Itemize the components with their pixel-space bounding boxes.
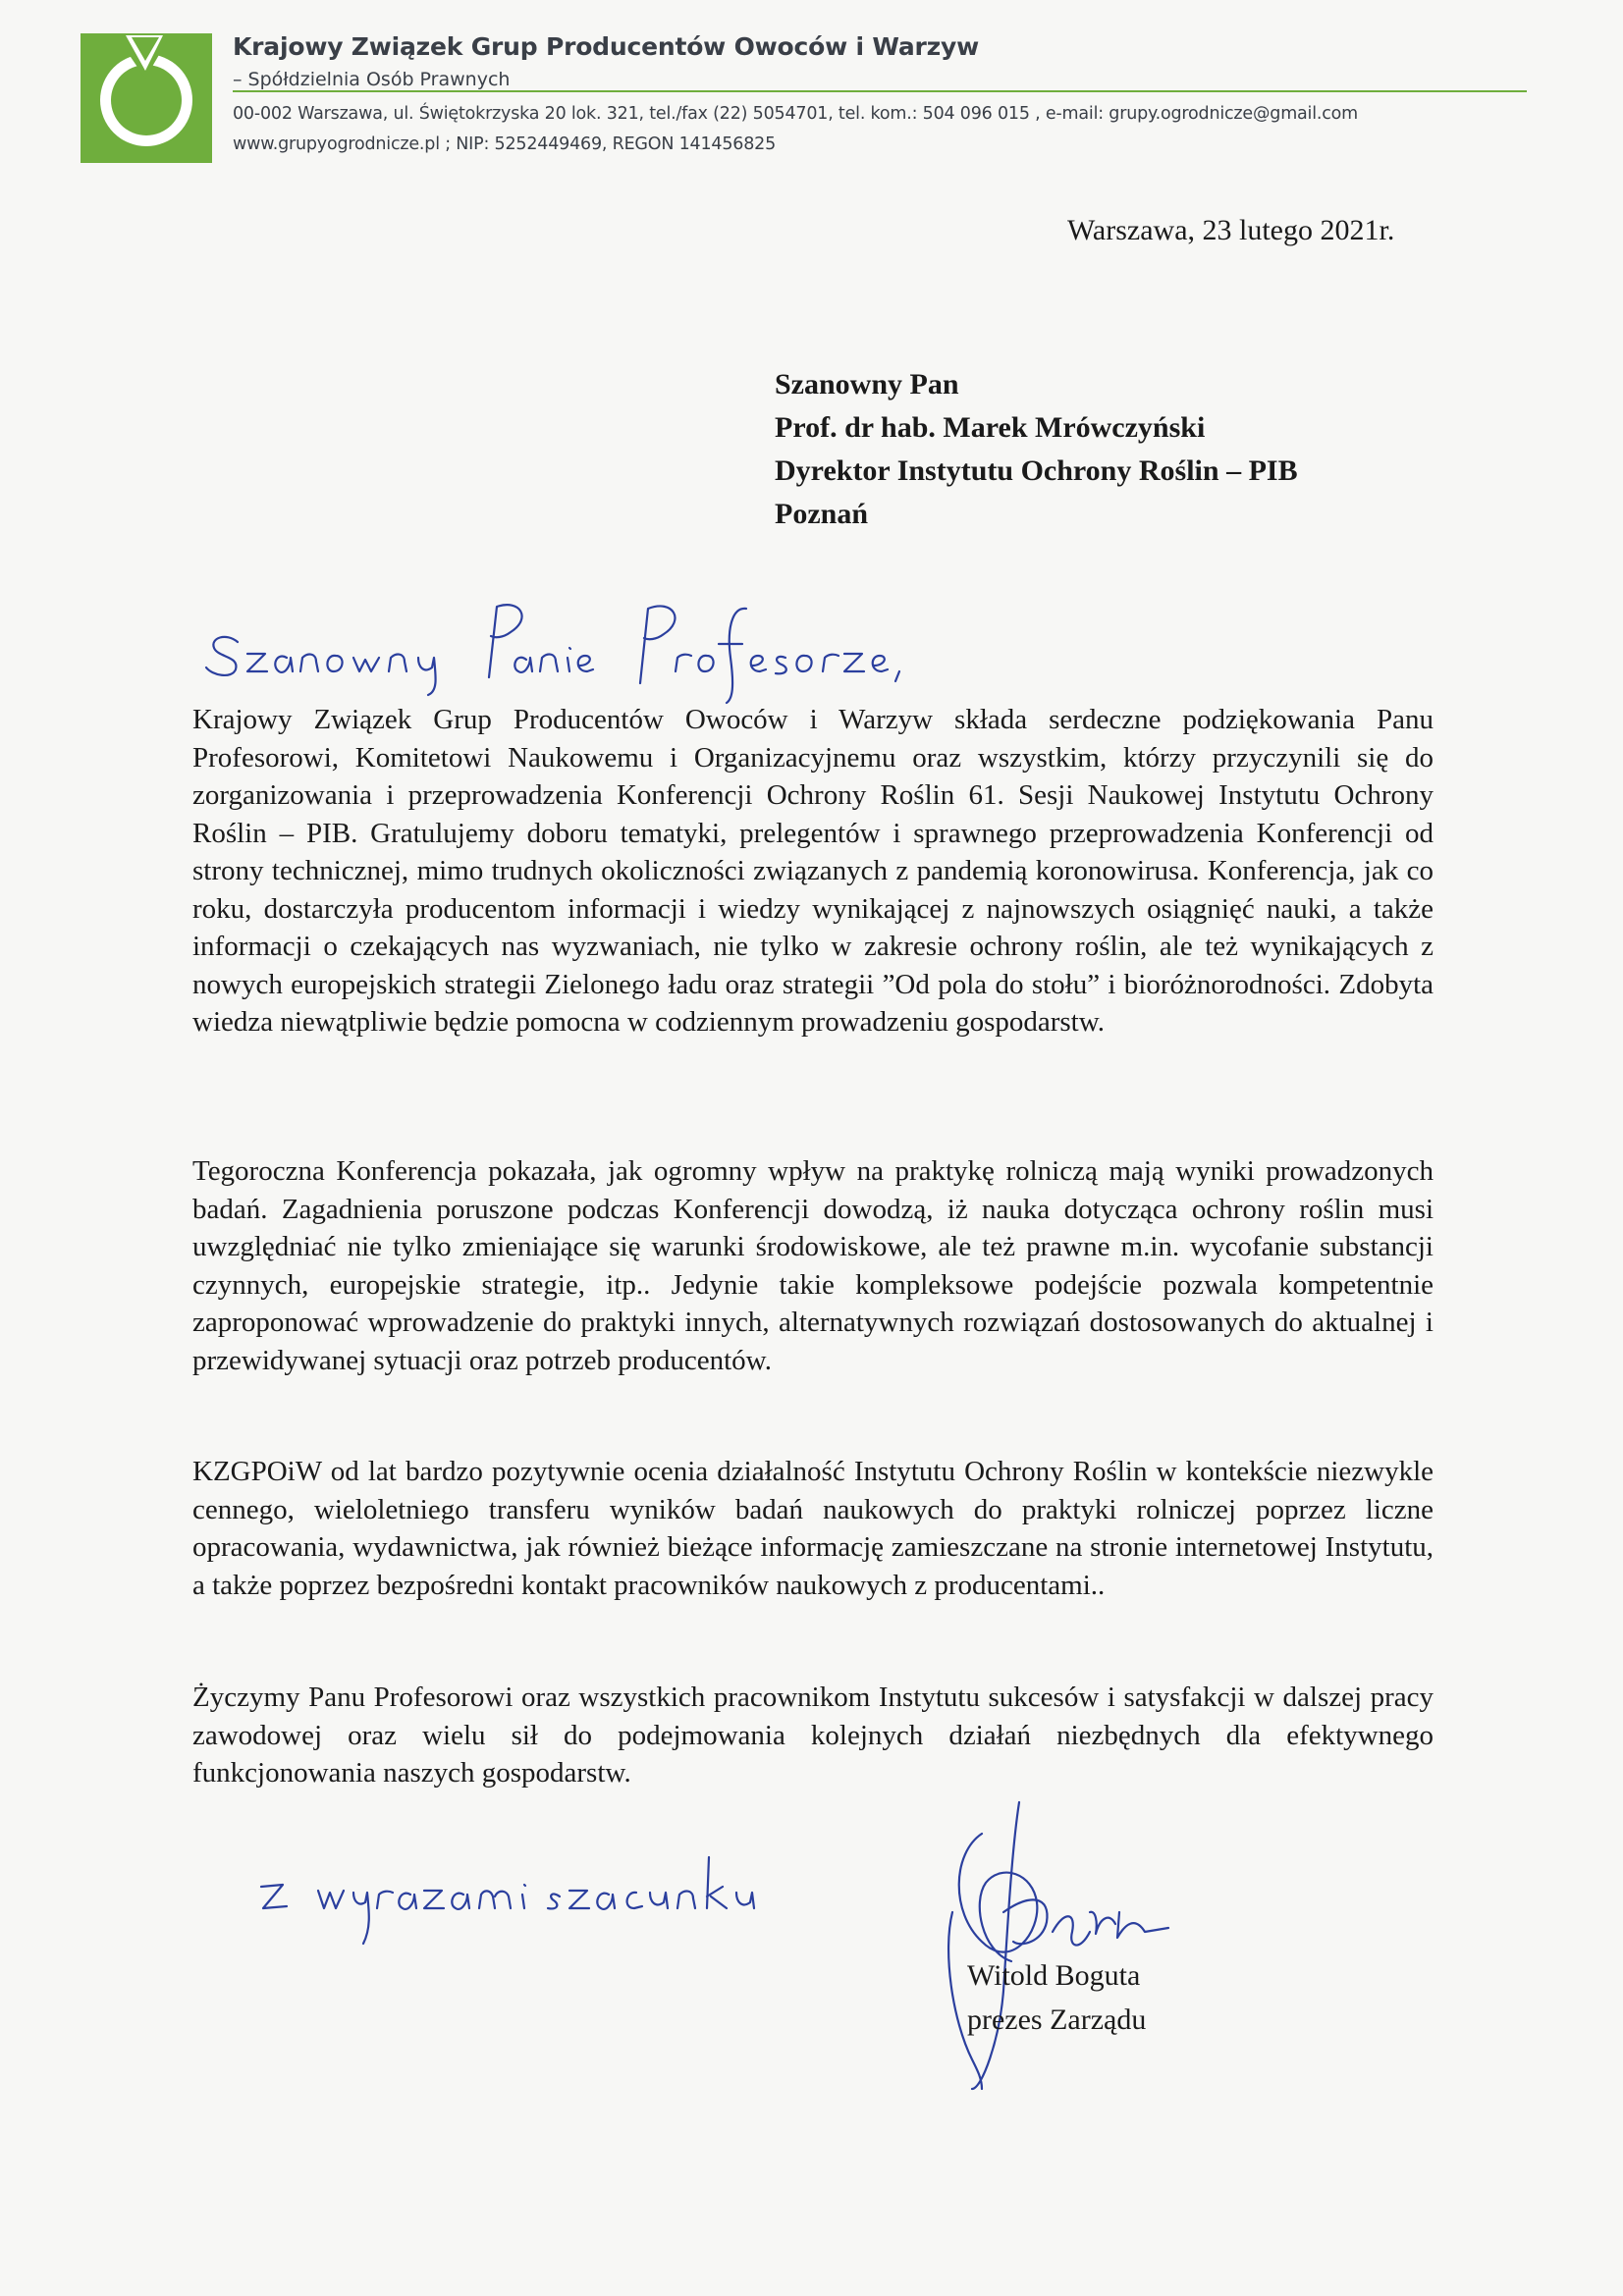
signer-name: Witold Boguta xyxy=(967,1959,1141,1992)
handwritten-closing xyxy=(253,1847,842,1955)
org-logo-icon xyxy=(81,33,212,163)
signer-block xyxy=(967,1953,1146,2042)
body-paragraph-2: Tegoroczna Konferencja pokazała, jak ogromny wpływ na praktykę rolniczą mają wyniki prowadzonych badań. Zagadnienia poruszone podczas Konferencji dowodzą, iż nauka dotycząca ochrony roślin musi uwzględniać nie tylko zmieniające się warunki środowiskowe, ale też prawne m.in. wycofanie substancji czynnych, europejskie strategie, itp.. Jedynie takie kompleksowe podejście pozwala kompetentnie zaproponować wprowadzenie do praktyki innych, alternatywnych rozwiązań dostosowanych do aktualnej i przewidywanej sytuacji oraz potrzeb producentów. xyxy=(192,1155,1434,1376)
letter-date: Warszawa, 23 lutego 2021r. xyxy=(1067,214,1395,246)
org-subtitle: – Spółdzielnia Osób Prawnych xyxy=(233,69,511,90)
recipient-line-1: Szanowny Pan xyxy=(775,368,959,400)
recipient-line-2: Prof. dr hab. Marek Mrówczyński xyxy=(775,411,1206,444)
org-contact-ids: www.grupyogrodnicze.pl ; NIP: 5252449469, REGON 141456825 xyxy=(233,134,777,154)
body-paragraph-1: Krajowy Związek Grup Producentów Owoców i Warzyw składa serdeczne podziękowania Panu Profesorowi, Komitetowi Naukowemu i Organizacyjnemu oraz wszystkim, którzy przyczynili się do zorganizowania i przeprowadzenia Konferencji Ochrony Roślin 61. Sesji Naukowej Instytutu Ochrony Roślin – PIB. Gratulujemy doboru tematyki, prelegentów i sprawnego przeprowadzenia Konferencji od strony technicznej, mimo trudnych okoliczności związanych z pandemią koronowirusa. Konferencja, jak co roku, dostarczyła producentom informacji i wiedzy wynikającej z najnowszych osiągnięć nauki, a także informacji o czekających nas wyzwaniach, nie tylko w zakresie ochrony roślin, ale też wynikających z nowych europejskich strategii Zielonego ładu oraz strategii ”Od pola do stołu” i bioróżnorodności. Zdobyta wiedza niewątpliwie będzie pomocna w codziennym prowadzeniu gospodarstw. xyxy=(192,704,1434,1038)
org-name: Krajowy Związek Grup Producentów Owoców i Warzyw xyxy=(233,32,979,61)
body-paragraph-4: Życzymy Panu Profesorowi oraz wszystkich pracownikom Instytutu sukcesów i satysfakcji w dalszej pracy zawodowej oraz wielu sił do podejmowania kolejnych działań niezbędnych dla efektywnego funkcjonowania naszych gospodarstw. xyxy=(192,1682,1434,1789)
recipient-line-4: Poznań xyxy=(775,498,869,530)
letterhead-divider xyxy=(233,90,1527,92)
org-contact-address: 00-002 Warszawa, ul. Świętokrzyska 20 lok. 321, tel./fax (22) 5054701, tel. kom.: 504 096 015 , e-mail: grupy.ogrodnicze@gmail.com xyxy=(233,104,1359,124)
handwritten-signature xyxy=(943,1794,1178,2099)
recipient-line-3: Dyrektor Instytutu Ochrony Roślin – PIB xyxy=(775,454,1298,487)
body-paragraph-3: KZGPOiW od lat bardzo pozytywnie ocenia działalność Instytutu Ochrony Roślin w kontekście niezwykle cennego, wieloletniego transferu wyników badań naukowych do praktyki rolniczej poprzez liczne opracowania, wydawnictwa, jak również bieżące informację zamieszczane na stronie internetowej Instytutu, a także poprzez bezpośredni kontakt pracowników naukowych z producentami.. xyxy=(192,1456,1434,1601)
recipient-block xyxy=(775,363,1298,536)
handwritten-salutation xyxy=(196,589,962,707)
signer-title: prezes Zarządu xyxy=(967,2003,1147,2036)
